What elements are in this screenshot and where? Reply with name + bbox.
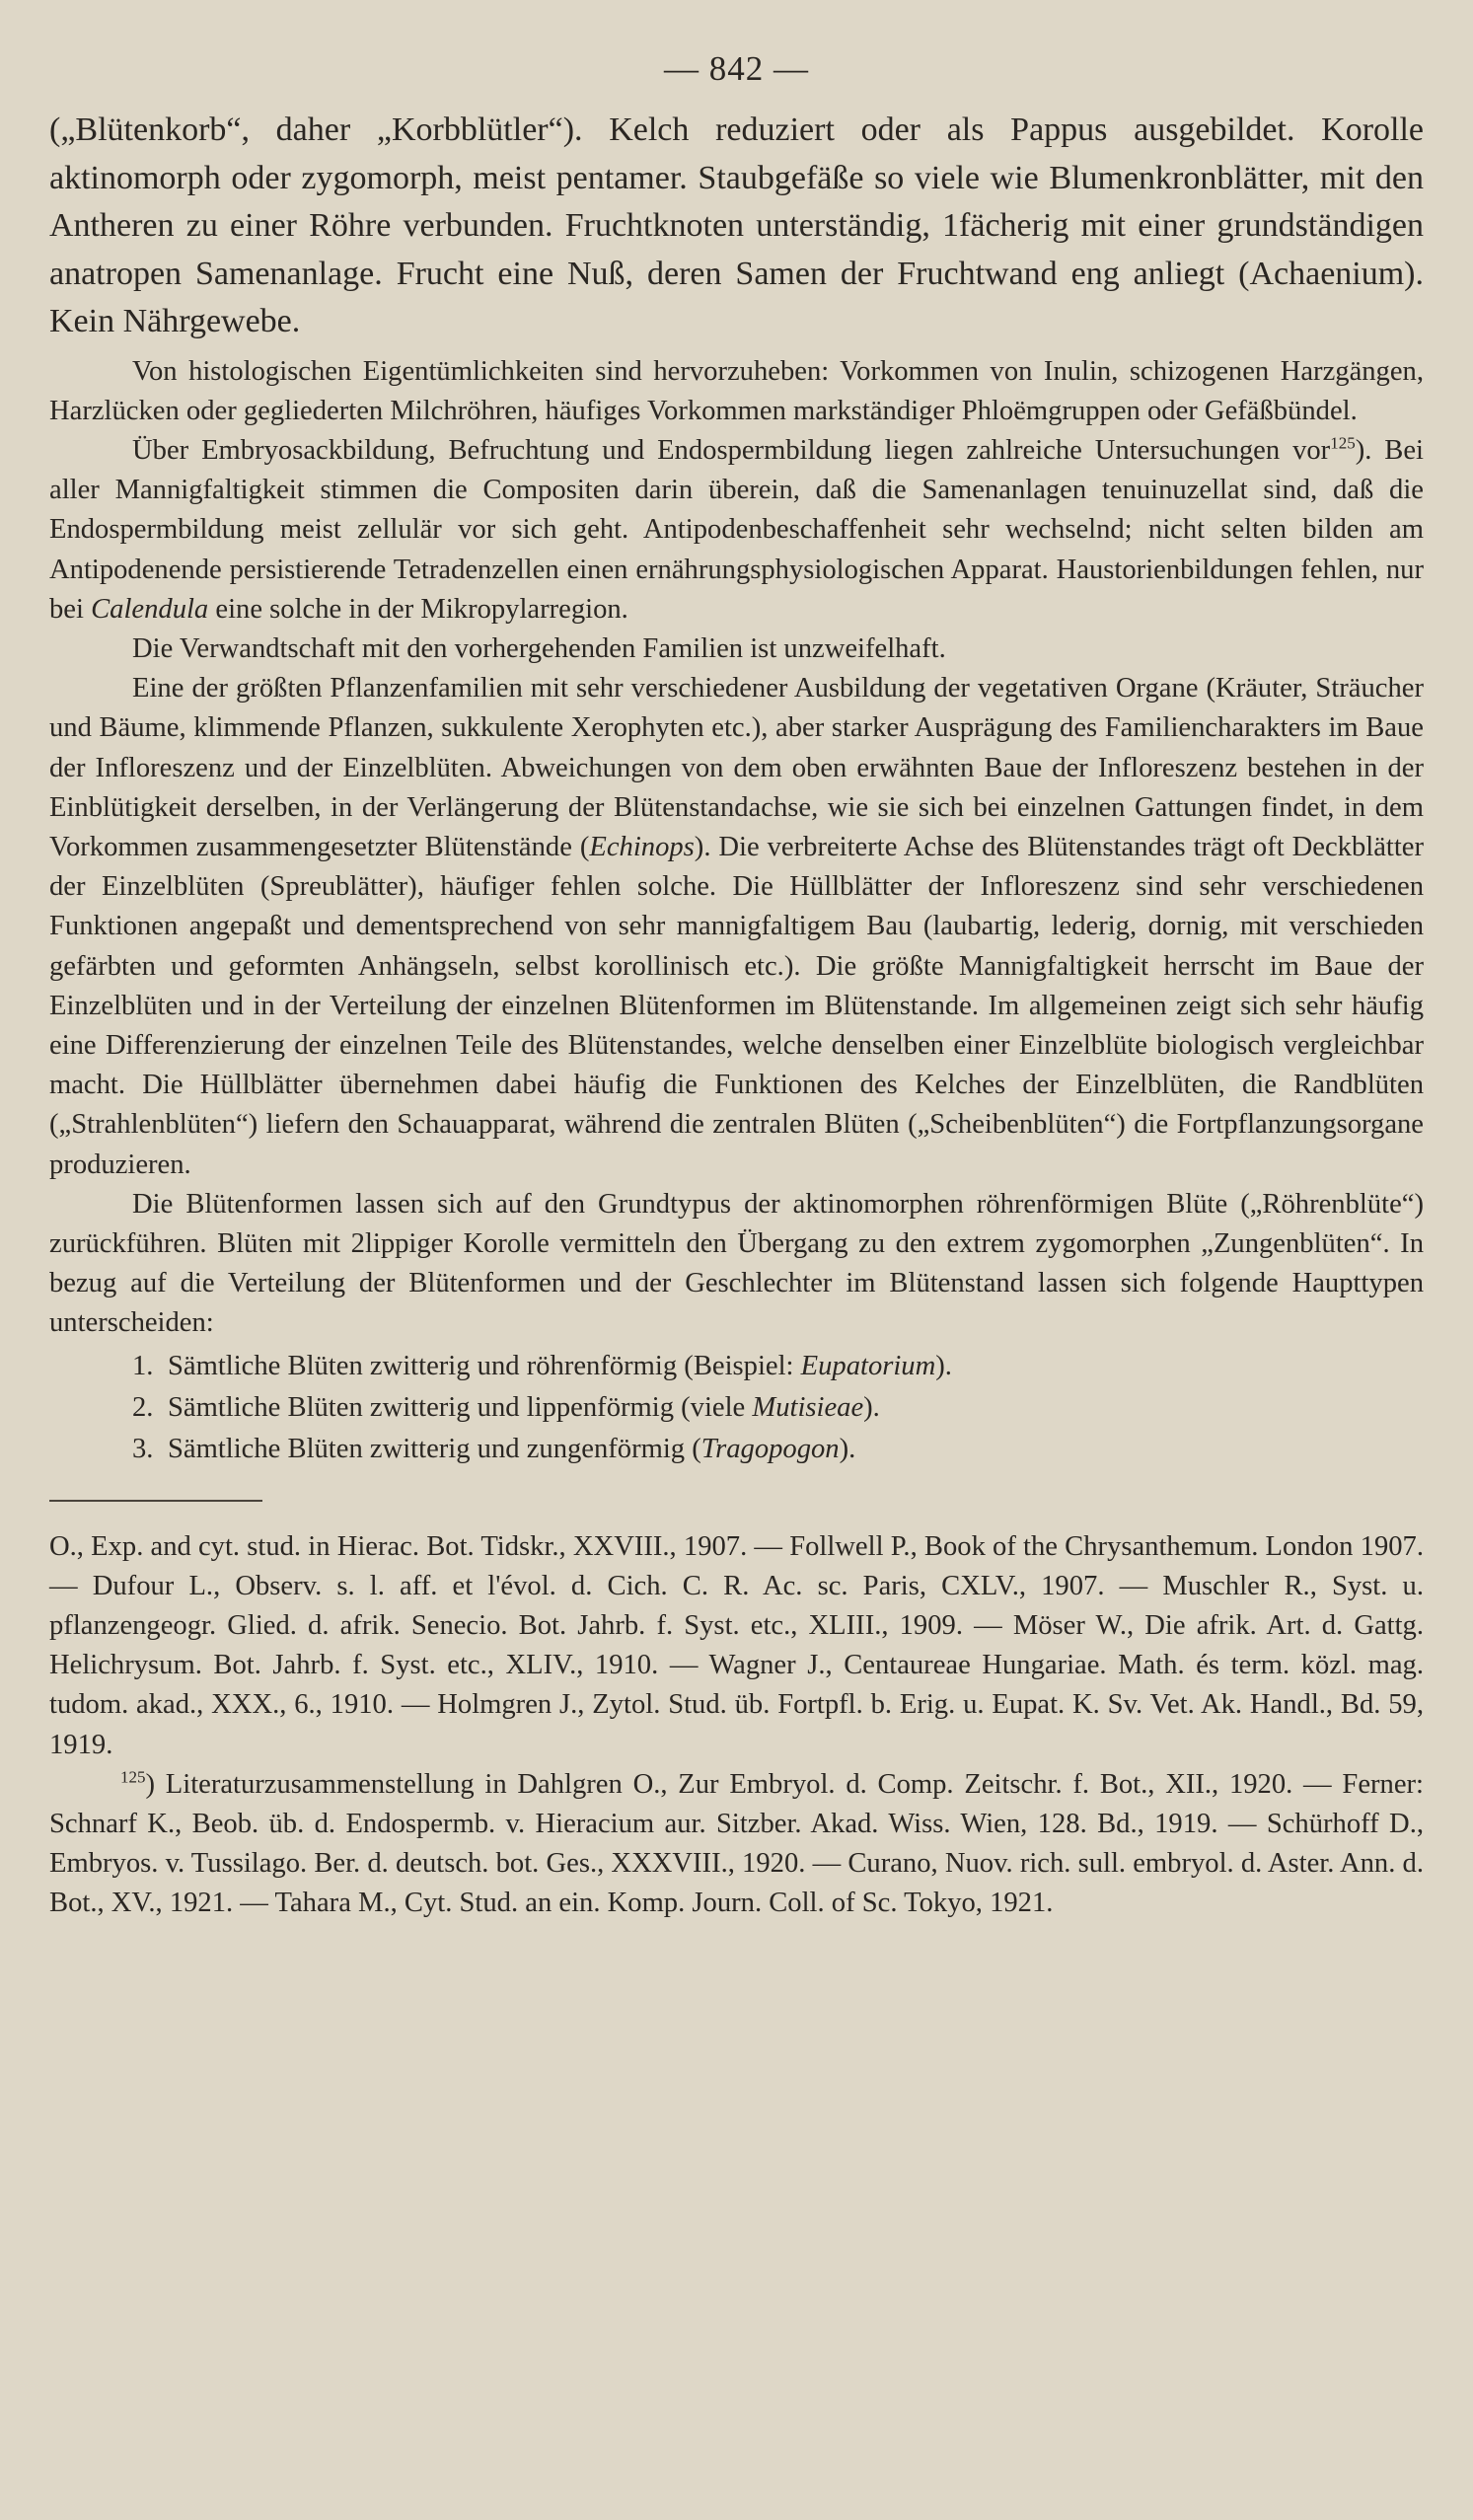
embryo-text-c: eine solche in der Mikropylarregion. bbox=[208, 593, 628, 625]
footnotes bbox=[49, 1527, 1424, 1924]
embryo-italic: Calendula bbox=[91, 593, 209, 625]
page-number: — 842 — bbox=[664, 49, 809, 88]
paragraph-large-family bbox=[49, 669, 1424, 1185]
intro-paragraph: („Blütenkorb“, daher „Korbblütler“). Kelch reduziert oder als Pappus ausgebildet. Korolle aktinomorph oder zygomorph, meist pentamer. Staubgefäße so viele wie Blumenkronblätter, mit den Antheren zu einer Röhre verbunden. Fruchtknoten unterständig, 1fächerig mit einer grundständigen anatropen Samenanlage. Frucht eine Nuß, deren Samen der Fruchtwand eng anliegt (Achaenium). Kein Nährgewebe. bbox=[49, 111, 1424, 339]
intro-section bbox=[49, 107, 1424, 346]
large-family-italic: Echinops bbox=[589, 831, 695, 862]
types-list bbox=[49, 1346, 1424, 1470]
footnote-125 bbox=[49, 1765, 1424, 1924]
embryo-text-a: Über Embryosackbildung, Befruchtung und Endospermbildung liegen zahlreiche Untersuchungen vor bbox=[132, 434, 1331, 466]
paragraph-flower-forms: Die Blütenformen lassen sich auf den Grundtypus der aktinomorphen röhrenförmigen Blüte („Röhrenblüte“) zurückführen. Blüten mit 2lippiger Korolle vermitteln den Übergang zu den extrem zygomorphen „Zungenblüten“. In bezug auf die Verteilung der Blütenformen und der Geschlechter im Blütenstand lassen sich folgende Haupttypen unterscheiden: bbox=[49, 1188, 1424, 1339]
large-family-text-b: ). Die verbreiterte Achse des Blütenstandes trägt oft Deckblätter der Einzelblüten (Spreublätter), häufiger fehlen solche. Die Hüllblätter der Infloreszenz sind sehr verschiedenen Funktionen angepaßt und dementsprechend von sehr mannigfaltigem Bau (laubartig, lederig, dornig, mit verschieden gefärbten und geformten Anhängseln, selbst korollinisch etc.). Die größte Mannigfaltigkeit herrscht im Baue der Einzelblüten und in der Verteilung der einzelnen Blütenformen im Blütenstande. Im allgemeinen zeigt sich sehr häufig eine Differenzierung der einzelnen Teile des Blütenstandes, welche denselben einer Einzelblüte biologisch vergleichbar macht. Die Hüllblätter übernehmen dabei häufig die Funktionen des Kelches der Einzelblüten, die Randblüten („Strahlenblüten“) liefern den Schauapparat, während die zentralen Blüten („Scheibenblüten“) die Fortpflanzungsorgane produzieren. bbox=[49, 831, 1425, 1180]
main-text bbox=[49, 352, 1424, 1344]
footnote-125-marker: 125 bbox=[120, 1767, 146, 1787]
list-item: 2. Sämtliche Blüten zwitterig und lippenförmig (viele Mutisieae). bbox=[132, 1391, 880, 1423]
list-item: 1. Sämtliche Blüten zwitterig und röhrenförmig (Beispiel: Eupatorium). bbox=[132, 1350, 952, 1381]
embryo-text-b: ). Bei aller Mannigfaltigkeit stimmen die Compositen darin überein, daß die Samenanlagen tenuinuzellat sind, daß die Endospermbildung meist zellulär vor sich geht. Antipodenbeschaffenheit sehr wechselnd; nicht selten bilden am Antipodenende persistierende Tetradenzellen einen ernährungsphysiologischen Apparat. Haustorienbildungen fehlen, nur bei bbox=[49, 434, 1424, 625]
list-item: 3. Sämtliche Blüten zwitterig und zungenförmig (Tragopogon). bbox=[132, 1433, 856, 1464]
footnote-divider bbox=[49, 1500, 262, 1502]
paragraph-embryo bbox=[49, 431, 1424, 630]
paragraph-relationship: Die Verwandtschaft mit den vorhergehenden Familien ist unzweifelhaft. bbox=[132, 632, 946, 664]
footnote-125-text: ) Literaturzusammenstellung in Dahlgren O., Zur Embryol. d. Comp. Zeitschr. f. Bot., XII., 1920. — Ferner: Schnarf K., Beob. üb. d. Endospermb. v. Hieracium aur. Sitzber. Akad. Wiss. Wien, 128. Bd., 1919. — Schürhoff D., Embryos. v. Tussilago. Ber. d. deutsch. bot. Ges., XXXVIII., 1920. — Curano, Nuov. rich. sull. embryol. d. Aster. Ann. d. Bot., XV., 1921. — Tahara M., Cyt. Stud. an ein. Komp. Journ. Coll. of Sc. Tokyo, 1921. bbox=[49, 1768, 1424, 1919]
large-family-text-a: Eine der größten Pflanzenfamilien mit sehr verschiedener Ausbildung der vegetativen Organe (Kräuter, Sträucher und Bäume, klimmende Pflanzen, sukkulente Xerophyten etc.), aber starker Ausprägung des Familiencharakters im Baue der Infloreszenz und der Einzelblüten. Abweichungen von dem oben erwähnten Baue der Infloreszenz bestehen in der Einblütigkeit derselben, in der Verlängerung der Blütenstandachse, wie sie sich bei einzelnen Gattungen findet, in dem Vorkommen zusammengesetzter Blütenstände ( bbox=[49, 673, 1424, 862]
paragraph-histology: Von histologischen Eigentümlichkeiten sind hervorzuheben: Vorkommen von Inulin, schizogenen Harzgängen, Harzlücken oder gegliederten Milchröhren, häufiges Vorkommen markständiger Phloëmgruppen oder Gefäßbündel. bbox=[49, 355, 1424, 426]
footnote-ref-125: 125 bbox=[1330, 433, 1356, 453]
footnote-continued: O., Exp. and cyt. stud. in Hierac. Bot. Tidskr., XXVIII., 1907. — Follwell P., Book of the Chrysanthemum. London 1907. — Dufour L., Observ. s. l. aff. et l'évol. d. Cich. C. R. Ac. sc. Paris, CXLV., 1907. — Muschler R., Syst. u. pflanzengeogr. Glied. d. afrik. Senecio. Bot. Jahrb. f. Syst. etc., XLIII., 1909. — Möser W., Die afrik. Art. d. Gattg. Helichrysum. Bot. Jahrb. f. Syst. etc., XLIV., 1910. — Wagner J., Centaureae Hungariae. Math. és term. közl. mag. tudom. akad., XXX., 6., 1910. — Holmgren J., Zytol. Stud. üb. Fortpfl. b. Erig. u. Eupat. K. Sv. Vet. Ak. Handl., Bd. 59, 1919. bbox=[49, 1530, 1424, 1760]
